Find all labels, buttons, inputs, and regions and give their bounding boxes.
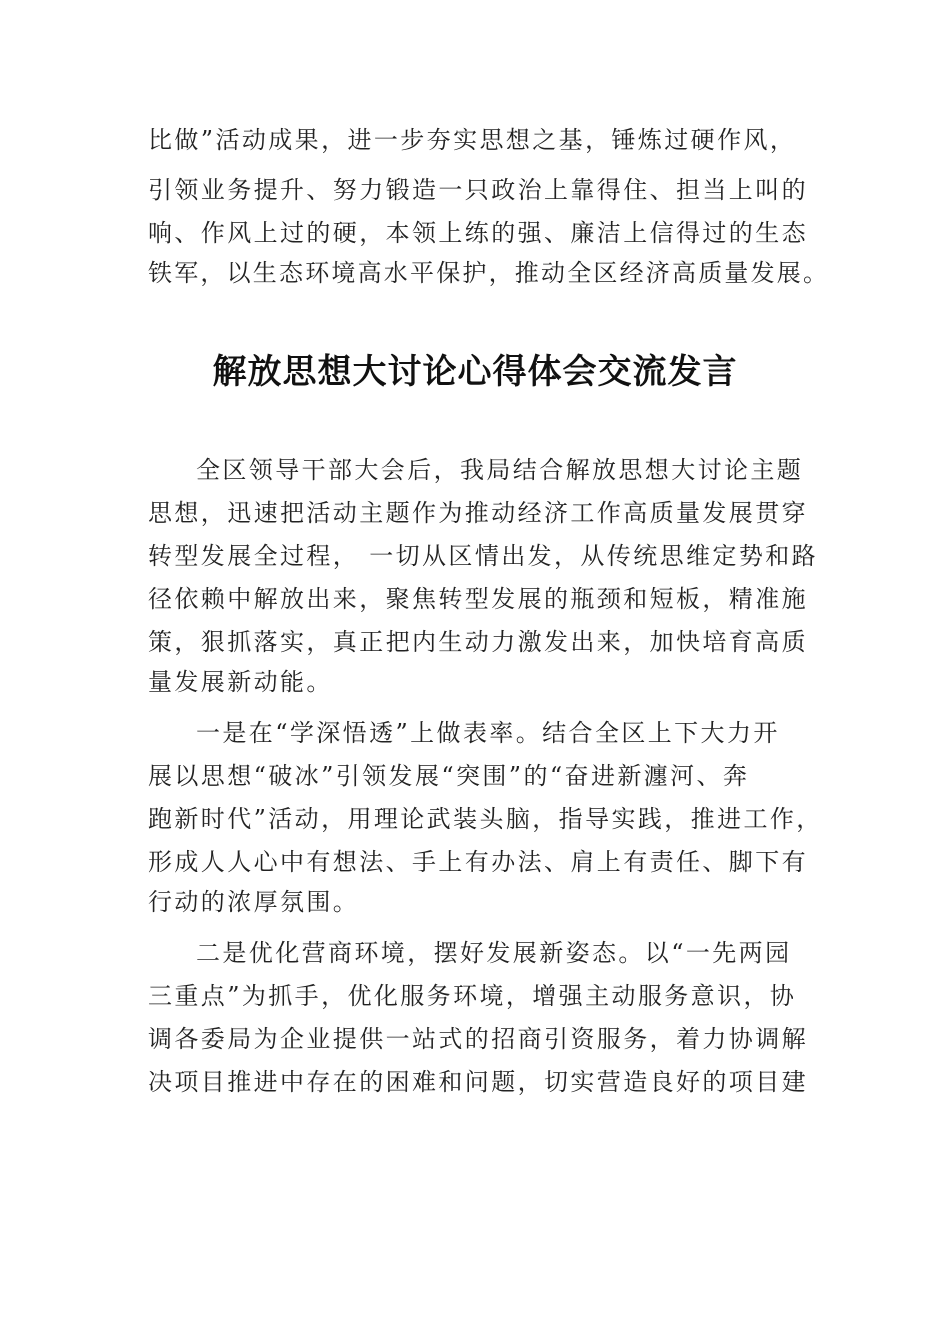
paragraph-1-line-4: 径依赖中解放出来，聚焦转型发展的瓶颈和短板，精准施	[148, 585, 808, 613]
document-title: 解放思想大讨论心得体会交流发言	[212, 352, 738, 392]
paragraph-3-line-1: 二是优化营商环境，摆好发展新姿态。以“一先两园	[196, 939, 792, 967]
paragraph-2-line-4: 形成人人心中有想法、手上有办法、肩上有责任、脚下有	[148, 848, 808, 876]
paragraph-1-line-3: 转型发展全过程， 一切从区情出发，从传统思维定势和路	[148, 542, 819, 570]
preceding-paragraph-line-2: 引领业务提升、努力锻造一只政治上靠得住、担当上叫的	[148, 176, 808, 204]
paragraph-2-line-5: 行动的浓厚氛围。	[148, 888, 360, 916]
paragraph-1-line-1: 全区领导干部大会后，我局结合解放思想大讨论主题	[196, 456, 804, 484]
paragraph-3-line-4: 决项目推进中存在的困难和问题，切实营造良好的项目建	[148, 1068, 808, 1096]
paragraph-3-line-3: 调各委局为企业提供一站式的招商引资服务，着力协调解	[148, 1025, 808, 1053]
paragraph-3-line-2: 三重点”为抓手，优化服务环境，增强主动服务意识，协	[148, 982, 797, 1010]
paragraph-1-line-6: 量发展新动能。	[148, 668, 333, 696]
preceding-paragraph-line-1: 比做”活动成果，进一步夯实思想之基，锤炼过硬作风，	[148, 126, 797, 154]
preceding-paragraph-line-3: 响、作风上过的硬，本领上练的强、廉洁上信得过的生态	[148, 219, 808, 247]
paragraph-2-line-2: 展以思想“破冰”引领发展“突围”的“奋进新瀍河、奔	[148, 762, 750, 790]
paragraph-2-line-1: 一是在“学深悟透”上做表率。结合全区上下大力开	[196, 719, 780, 747]
paragraph-1-line-2: 思想，迅速把活动主题作为推动经济工作高质量发展贯穿	[148, 499, 808, 527]
paragraph-1-line-5: 策，狠抓落实，真正把内生动力激发出来，加快培育高质	[148, 628, 808, 656]
preceding-paragraph-line-4: 铁军，以生态环境高水平保护，推动全区经济高质量发展。	[148, 259, 830, 287]
paragraph-2-line-3: 跑新时代”活动，用理论武装头脑，指导实践，推进工作，	[148, 805, 823, 833]
